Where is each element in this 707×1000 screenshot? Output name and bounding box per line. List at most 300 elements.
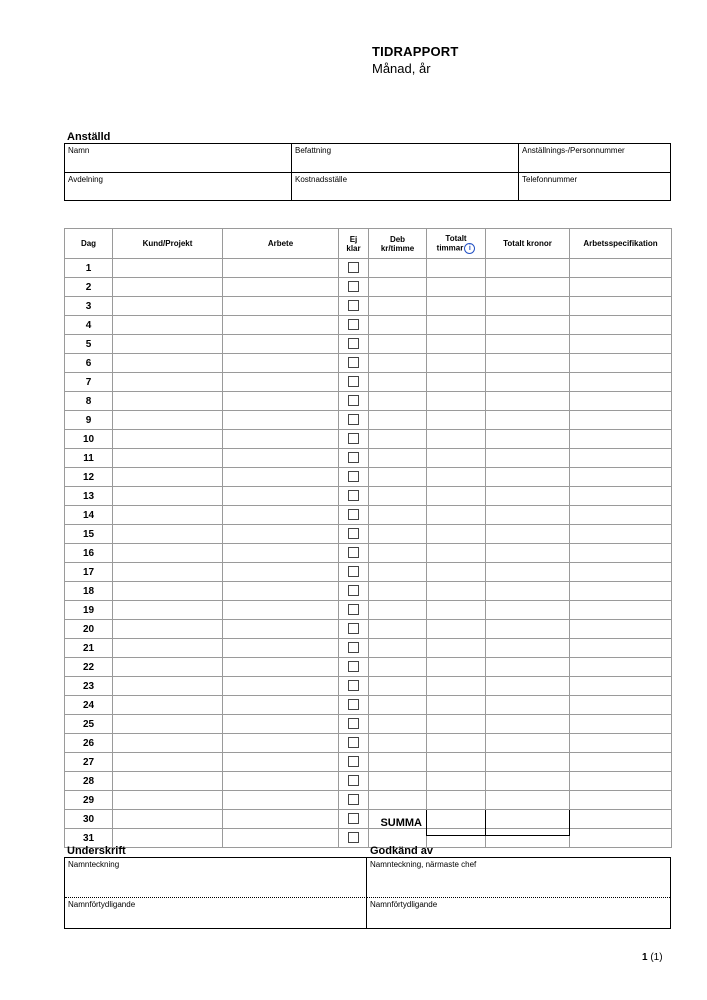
not-done-cell <box>339 677 369 696</box>
employee-signature-label: Namnteckning <box>68 860 120 869</box>
day-number-cell: 12 <box>65 468 113 487</box>
work-cell[interactable] <box>223 734 339 753</box>
not-done-checkbox[interactable] <box>348 338 359 349</box>
customer-project-cell[interactable] <box>113 829 223 848</box>
customer-project-cell[interactable] <box>113 297 223 316</box>
table-row <box>65 715 672 734</box>
total-sek-cell[interactable] <box>486 791 570 810</box>
table-row <box>65 696 672 715</box>
not-done-checkbox[interactable] <box>348 376 359 387</box>
work-spec-cell[interactable] <box>570 487 672 506</box>
customer-project-cell[interactable] <box>113 335 223 354</box>
total-sek-cell[interactable] <box>486 620 570 639</box>
rate-cell[interactable] <box>369 468 427 487</box>
work-spec-cell[interactable] <box>570 753 672 772</box>
work-spec-cell[interactable] <box>570 506 672 525</box>
summa-label: SUMMA <box>380 817 422 829</box>
total-sek-cell[interactable] <box>486 297 570 316</box>
not-done-cell <box>339 715 369 734</box>
total-hours-cell[interactable] <box>427 468 486 487</box>
not-done-cell <box>339 734 369 753</box>
time-report-table <box>64 228 672 848</box>
rate-cell[interactable] <box>369 392 427 411</box>
work-cell[interactable] <box>223 487 339 506</box>
col-header-rate <box>369 229 427 259</box>
rate-cell[interactable] <box>369 658 427 677</box>
work-spec-cell[interactable] <box>570 772 672 791</box>
work-spec-cell[interactable] <box>570 677 672 696</box>
total-hours-cell[interactable] <box>427 658 486 677</box>
total-hours-cell[interactable] <box>427 620 486 639</box>
total-hours-cell[interactable] <box>427 506 486 525</box>
employee-name-clarification-label: Namnförtydligande <box>68 900 136 909</box>
customer-project-cell[interactable] <box>113 601 223 620</box>
table-row <box>65 525 672 544</box>
rate-cell[interactable] <box>369 297 427 316</box>
work-cell[interactable] <box>223 544 339 563</box>
signature-section-label: Underskrift <box>67 845 126 857</box>
total-hours-cell[interactable] <box>427 582 486 601</box>
work-spec-cell[interactable] <box>570 297 672 316</box>
rate-cell[interactable] <box>369 620 427 639</box>
work-cell[interactable] <box>223 677 339 696</box>
total-hours-cell[interactable] <box>427 449 486 468</box>
page-number <box>642 952 663 963</box>
not-done-checkbox[interactable] <box>348 661 359 672</box>
table-row <box>65 829 672 848</box>
rate-cell[interactable] <box>369 677 427 696</box>
total-hours-cell[interactable] <box>427 259 486 278</box>
work-spec-cell[interactable] <box>570 354 672 373</box>
not-done-checkbox[interactable] <box>348 452 359 463</box>
manager-name-clarification-field[interactable] <box>367 898 670 928</box>
total-hours-cell[interactable] <box>427 316 486 335</box>
work-cell[interactable] <box>223 392 339 411</box>
work-cell[interactable] <box>223 354 339 373</box>
total-sek-cell[interactable] <box>486 487 570 506</box>
not-done-checkbox[interactable] <box>348 357 359 368</box>
customer-project-cell[interactable] <box>113 715 223 734</box>
day-number-cell: 10 <box>65 430 113 449</box>
not-done-checkbox[interactable] <box>348 604 359 615</box>
customer-project-cell[interactable] <box>113 753 223 772</box>
table-row <box>65 601 672 620</box>
not-done-checkbox[interactable] <box>348 832 359 843</box>
not-done-checkbox[interactable] <box>348 813 359 824</box>
customer-project-cell[interactable] <box>113 373 223 392</box>
signature-box <box>64 857 671 929</box>
work-spec-cell[interactable] <box>570 791 672 810</box>
total-hours-cell[interactable] <box>427 411 486 430</box>
work-cell[interactable] <box>223 810 339 829</box>
work-spec-cell[interactable] <box>570 734 672 753</box>
work-spec-cell[interactable] <box>570 582 672 601</box>
not-done-checkbox[interactable] <box>348 566 359 577</box>
not-done-cell <box>339 430 369 449</box>
work-cell[interactable] <box>223 601 339 620</box>
not-done-checkbox[interactable] <box>348 281 359 292</box>
total-sek-cell[interactable] <box>486 335 570 354</box>
not-done-checkbox[interactable] <box>348 756 359 767</box>
customer-project-cell[interactable] <box>113 620 223 639</box>
total-hours-cell[interactable] <box>427 601 486 620</box>
not-done-checkbox[interactable] <box>348 433 359 444</box>
rate-cell[interactable] <box>369 715 427 734</box>
employee-id-field[interactable] <box>519 144 670 173</box>
rate-cell[interactable] <box>369 411 427 430</box>
info-icon[interactable]: i <box>464 243 475 254</box>
work-cell[interactable] <box>223 468 339 487</box>
not-done-checkbox[interactable] <box>348 300 359 311</box>
total-sek-cell[interactable] <box>486 392 570 411</box>
not-done-checkbox[interactable] <box>348 395 359 406</box>
total-sek-cell[interactable] <box>486 506 570 525</box>
work-cell[interactable] <box>223 829 339 848</box>
total-hours-cell[interactable] <box>427 639 486 658</box>
work-spec-cell[interactable] <box>570 335 672 354</box>
not-done-cell <box>339 373 369 392</box>
not-done-checkbox[interactable] <box>348 471 359 482</box>
not-done-checkbox[interactable] <box>348 585 359 596</box>
table-row <box>65 392 672 411</box>
not-done-checkbox[interactable] <box>348 623 359 634</box>
total-hours-cell[interactable] <box>427 715 486 734</box>
total-sek-cell[interactable] <box>486 734 570 753</box>
col-header-customer-project: Kund/Projekt <box>113 229 223 259</box>
not-done-checkbox[interactable] <box>348 775 359 786</box>
not-done-checkbox[interactable] <box>348 680 359 691</box>
total-sek-cell[interactable] <box>486 715 570 734</box>
work-spec-cell[interactable] <box>570 715 672 734</box>
work-cell[interactable] <box>223 658 339 677</box>
total-hours-cell[interactable] <box>427 525 486 544</box>
not-done-checkbox[interactable] <box>348 509 359 520</box>
col-header-total-sek: Totalt kronor <box>486 229 570 259</box>
customer-project-cell[interactable] <box>113 582 223 601</box>
customer-project-cell[interactable] <box>113 734 223 753</box>
customer-project-cell[interactable] <box>113 677 223 696</box>
manager-signature-field[interactable] <box>367 858 670 898</box>
day-number-cell: 19 <box>65 601 113 620</box>
employee-name-clarification-field[interactable] <box>65 898 367 928</box>
work-cell[interactable] <box>223 430 339 449</box>
cost-center-field[interactable] <box>292 173 519 200</box>
work-cell[interactable] <box>223 449 339 468</box>
customer-project-cell[interactable] <box>113 639 223 658</box>
work-cell[interactable] <box>223 791 339 810</box>
total-hours-cell[interactable] <box>427 753 486 772</box>
work-cell[interactable] <box>223 373 339 392</box>
total-sek-cell[interactable] <box>486 563 570 582</box>
customer-project-cell[interactable] <box>113 810 223 829</box>
rate-cell[interactable] <box>369 791 427 810</box>
customer-project-cell[interactable] <box>113 354 223 373</box>
day-number-cell: 2 <box>65 278 113 297</box>
not-done-checkbox[interactable] <box>348 262 359 273</box>
not-done-cell <box>339 468 369 487</box>
customer-project-cell[interactable] <box>113 772 223 791</box>
customer-project-cell[interactable] <box>113 468 223 487</box>
day-number-cell: 7 <box>65 373 113 392</box>
summa-total-hours-field[interactable] <box>426 810 486 836</box>
total-sek-cell[interactable] <box>486 411 570 430</box>
work-cell[interactable] <box>223 297 339 316</box>
total-hours-cell[interactable] <box>427 335 486 354</box>
day-number-cell: 21 <box>65 639 113 658</box>
total-sek-cell[interactable] <box>486 259 570 278</box>
not-done-checkbox[interactable] <box>348 414 359 425</box>
rate-cell[interactable] <box>369 278 427 297</box>
work-spec-cell[interactable] <box>570 810 672 829</box>
work-spec-cell[interactable] <box>570 373 672 392</box>
work-cell[interactable] <box>223 411 339 430</box>
rate-cell[interactable] <box>369 525 427 544</box>
total-hours-cell[interactable] <box>427 487 486 506</box>
page-current: 1 <box>642 952 648 963</box>
total-sek-cell[interactable] <box>486 468 570 487</box>
work-spec-cell[interactable] <box>570 430 672 449</box>
customer-project-cell[interactable] <box>113 487 223 506</box>
work-cell[interactable] <box>223 582 339 601</box>
document-title: TIDRAPPORT <box>372 44 459 59</box>
employee-signature-field[interactable] <box>65 858 367 898</box>
customer-project-cell[interactable] <box>113 791 223 810</box>
not-done-cell <box>339 582 369 601</box>
total-sek-cell[interactable] <box>486 772 570 791</box>
phone-field-label: Telefonnummer <box>522 175 578 184</box>
customer-project-cell[interactable] <box>113 525 223 544</box>
rate-cell[interactable] <box>369 734 427 753</box>
work-spec-cell[interactable] <box>570 449 672 468</box>
customer-project-cell[interactable] <box>113 449 223 468</box>
work-cell[interactable] <box>223 525 339 544</box>
department-field[interactable] <box>65 173 292 200</box>
not-done-cell <box>339 525 369 544</box>
work-spec-cell[interactable] <box>570 525 672 544</box>
col-header-not-done-line2: klar <box>346 243 361 253</box>
customer-project-cell[interactable] <box>113 506 223 525</box>
work-cell[interactable] <box>223 259 339 278</box>
day-number-cell: 27 <box>65 753 113 772</box>
table-row <box>65 772 672 791</box>
work-cell[interactable] <box>223 563 339 582</box>
total-hours-cell[interactable] <box>427 392 486 411</box>
customer-project-cell[interactable] <box>113 392 223 411</box>
work-cell[interactable] <box>223 639 339 658</box>
work-spec-cell[interactable] <box>570 829 672 848</box>
total-sek-cell[interactable] <box>486 316 570 335</box>
table-row <box>65 411 672 430</box>
col-header-total-hours-line2: timmar <box>436 243 464 253</box>
total-sek-cell[interactable] <box>486 639 570 658</box>
table-row <box>65 563 672 582</box>
total-sek-cell[interactable] <box>486 582 570 601</box>
customer-project-cell[interactable] <box>113 696 223 715</box>
work-cell[interactable] <box>223 316 339 335</box>
total-sek-cell[interactable] <box>486 677 570 696</box>
total-hours-cell[interactable] <box>427 430 486 449</box>
not-done-checkbox[interactable] <box>348 319 359 330</box>
table-body <box>65 259 672 848</box>
work-spec-cell[interactable] <box>570 601 672 620</box>
total-hours-cell[interactable] <box>427 297 486 316</box>
total-hours-cell[interactable] <box>427 734 486 753</box>
summa-total-sek-field[interactable] <box>485 810 570 836</box>
total-sek-cell[interactable] <box>486 696 570 715</box>
table-row <box>65 259 672 278</box>
work-spec-cell[interactable] <box>570 259 672 278</box>
employee-info-box <box>64 143 671 201</box>
name-field[interactable] <box>65 144 292 173</box>
rate-cell[interactable] <box>369 563 427 582</box>
total-hours-cell[interactable] <box>427 791 486 810</box>
day-number-cell: 16 <box>65 544 113 563</box>
work-cell[interactable] <box>223 620 339 639</box>
total-sek-cell[interactable] <box>486 658 570 677</box>
col-header-work-spec: Arbetsspecifikation <box>570 229 672 259</box>
work-spec-cell[interactable] <box>570 468 672 487</box>
work-cell[interactable] <box>223 715 339 734</box>
not-done-checkbox[interactable] <box>348 718 359 729</box>
total-sek-cell[interactable] <box>486 544 570 563</box>
not-done-cell <box>339 601 369 620</box>
table-row <box>65 487 672 506</box>
total-sek-cell[interactable] <box>486 430 570 449</box>
customer-project-cell[interactable] <box>113 278 223 297</box>
total-hours-cell[interactable] <box>427 373 486 392</box>
work-spec-cell[interactable] <box>570 696 672 715</box>
day-number-cell: 14 <box>65 506 113 525</box>
rate-cell[interactable] <box>369 449 427 468</box>
customer-project-cell[interactable] <box>113 259 223 278</box>
table-row <box>65 753 672 772</box>
day-number-cell: 11 <box>65 449 113 468</box>
work-spec-cell[interactable] <box>570 278 672 297</box>
position-field[interactable] <box>292 144 519 173</box>
total-hours-cell[interactable] <box>427 544 486 563</box>
document-subtitle[interactable]: Månad, år <box>372 61 431 76</box>
day-number-cell: 8 <box>65 392 113 411</box>
rate-cell[interactable] <box>369 335 427 354</box>
day-number-cell: 23 <box>65 677 113 696</box>
rate-cell[interactable] <box>369 373 427 392</box>
total-hours-cell[interactable] <box>427 278 486 297</box>
col-header-total-hours <box>427 229 486 259</box>
rate-cell[interactable] <box>369 753 427 772</box>
not-done-cell <box>339 449 369 468</box>
not-done-checkbox[interactable] <box>348 737 359 748</box>
work-spec-cell[interactable] <box>570 658 672 677</box>
rate-cell[interactable] <box>369 316 427 335</box>
rate-cell[interactable] <box>369 772 427 791</box>
total-hours-cell[interactable] <box>427 563 486 582</box>
not-done-checkbox[interactable] <box>348 642 359 653</box>
total-sek-cell[interactable] <box>486 449 570 468</box>
day-number-cell: 25 <box>65 715 113 734</box>
rate-cell[interactable] <box>369 696 427 715</box>
not-done-cell <box>339 620 369 639</box>
total-hours-cell[interactable] <box>427 677 486 696</box>
work-spec-cell[interactable] <box>570 620 672 639</box>
not-done-cell <box>339 297 369 316</box>
total-hours-cell[interactable] <box>427 772 486 791</box>
rate-cell[interactable] <box>369 601 427 620</box>
col-header-work: Arbete <box>223 229 339 259</box>
work-cell[interactable] <box>223 696 339 715</box>
work-cell[interactable] <box>223 335 339 354</box>
col-header-not-done <box>339 229 369 259</box>
table-row <box>65 468 672 487</box>
work-cell[interactable] <box>223 506 339 525</box>
day-number-cell: 31 <box>65 829 113 848</box>
col-header-day: Dag <box>65 229 113 259</box>
total-sek-cell[interactable] <box>486 601 570 620</box>
work-spec-cell[interactable] <box>570 411 672 430</box>
work-cell[interactable] <box>223 753 339 772</box>
work-spec-cell[interactable] <box>570 392 672 411</box>
not-done-checkbox[interactable] <box>348 528 359 539</box>
work-cell[interactable] <box>223 772 339 791</box>
position-field-label: Befattning <box>295 146 332 155</box>
total-hours-cell[interactable] <box>427 354 486 373</box>
total-sek-cell[interactable] <box>486 753 570 772</box>
rate-cell[interactable] <box>369 582 427 601</box>
total-sek-cell[interactable] <box>486 354 570 373</box>
work-spec-cell[interactable] <box>570 544 672 563</box>
col-header-rate-line2: kr/timme <box>380 243 415 253</box>
day-number-cell: 26 <box>65 734 113 753</box>
page-total: (1) <box>650 952 663 963</box>
phone-field[interactable] <box>519 173 670 200</box>
customer-project-cell[interactable] <box>113 544 223 563</box>
not-done-cell <box>339 487 369 506</box>
rate-cell[interactable] <box>369 506 427 525</box>
rate-cell[interactable] <box>369 544 427 563</box>
not-done-cell <box>339 544 369 563</box>
total-hours-cell[interactable] <box>427 696 486 715</box>
rate-cell[interactable] <box>369 259 427 278</box>
work-spec-cell[interactable] <box>570 316 672 335</box>
not-done-cell <box>339 639 369 658</box>
customer-project-cell[interactable] <box>113 316 223 335</box>
work-cell[interactable] <box>223 278 339 297</box>
total-sek-cell[interactable] <box>486 525 570 544</box>
not-done-checkbox[interactable] <box>348 490 359 501</box>
table-row <box>65 297 672 316</box>
customer-project-cell[interactable] <box>113 658 223 677</box>
not-done-checkbox[interactable] <box>348 794 359 805</box>
not-done-checkbox[interactable] <box>348 699 359 710</box>
work-spec-cell[interactable] <box>570 639 672 658</box>
table-row <box>65 354 672 373</box>
customer-project-cell[interactable] <box>113 563 223 582</box>
not-done-checkbox[interactable] <box>348 547 359 558</box>
total-sek-cell[interactable] <box>486 373 570 392</box>
rate-cell[interactable] <box>369 430 427 449</box>
customer-project-cell[interactable] <box>113 430 223 449</box>
table-row <box>65 639 672 658</box>
work-spec-cell[interactable] <box>570 563 672 582</box>
rate-cell[interactable] <box>369 639 427 658</box>
customer-project-cell[interactable] <box>113 411 223 430</box>
day-number-cell: 1 <box>65 259 113 278</box>
rate-cell[interactable] <box>369 354 427 373</box>
total-sek-cell[interactable] <box>486 278 570 297</box>
table-row <box>65 335 672 354</box>
day-number-cell: 22 <box>65 658 113 677</box>
rate-cell[interactable] <box>369 487 427 506</box>
table-row <box>65 791 672 810</box>
